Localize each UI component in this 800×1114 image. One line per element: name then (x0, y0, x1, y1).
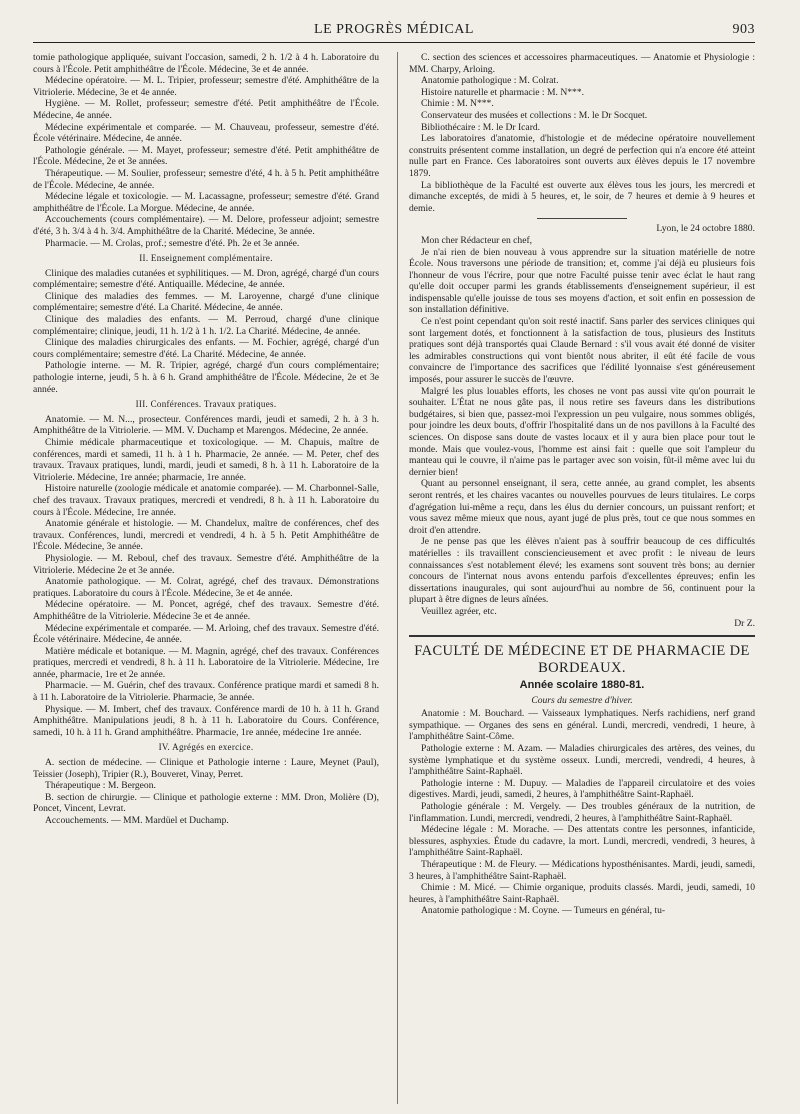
paragraph: Thérapeutique : M. Bergeon. (45, 780, 156, 792)
paragraph: Pathologie générale. — M. Mayet, professeur; semestre d'été. Petit amphithéâtre de l'École. Médecine, 2e et 3e années. (33, 144, 379, 168)
paragraph: Médecine expérimentale et comparée. — M. Chauveau, professeur, semestre d'été. École vétérinaire. Médecine, 4e année. (33, 121, 379, 145)
section-heading: II. Enseignement complémentaire. (139, 253, 273, 264)
paragraph: Médecine légale : M. Morache. — Des attentats contre les personnes, infanticide, blessures, asphyxies. Étude du cadavre, la mort. Lundi, mercredi, vendredi, 3 heures, à l'amphithéâtre Saint-Raphaël. (409, 824, 755, 859)
section-rule (537, 218, 627, 219)
paragraph: Anatomie. — M. N..., prosecteur. Conférences mardi, jeudi et samedi, 2 h. à 3 h. Amphithéâtre de la Vitriolerie. — MM. V. Duchamp et Marengos. Médecine, 2e année. (33, 413, 379, 437)
paragraph: Hygiène. — M. Rollet, professeur; semestre d'été. Petit amphithéâtre de l'École. Médecine, 4e année. (33, 98, 379, 121)
paragraph: Anatomie pathologique : M. Colrat. (421, 75, 559, 87)
paragraph: Je ne pense pas que les élèves n'aient pas à souffrir beaucoup de ces difficultés matérielles : ils travaillent consciencieusement et avec profit : le niveau de leurs connaissances s'est notablement élevé; les examens sont souvent très bons; au dernier concours de l'internat nous avons entendu parfois d'excellentes épreuves; enfin les dissertations inaugurales, qui sont aujourd'hui au nombre de 56, continuent pour la plupart à être dignes de leurs aînées. (409, 536, 755, 606)
paragraph: Médecine expérimentale et comparée. — M. Arloing, chef des travaux. Semestre d'été. École vétérinaire. Médecine, 4e année. (33, 622, 379, 646)
paragraph: Chimie médicale pharmaceutique et toxicologique. — M. Chapuis, maître de conférences, mardi et samedi, 11 h. à 1 h. Pharmacie, 2e année. — M. Peter, chef des travaux. Travaux pratiques, lundi, mardi, jeudi et samedi, 8 h. à 11 h. Laboratoire de la Vitriolerie. Médecine, 1re année; pharmacie, 1re année. (33, 437, 379, 483)
paragraph: Histoire naturelle et pharmacie : M. N***. (421, 86, 585, 98)
paragraph: Pharmacie. — M. Crolas, prof.; semestre d'été. Ph. 2e et 3e année. (45, 237, 300, 249)
paragraph: Anatomie : M. Bouchard. — Vaisseaux lymphatiques. Nerfs rachidiens, nerf grand sympathique. — Organes des sens en général. Lundi, mercredi, vendredi, 1 heure, à l'amphithéâtre Saint-Côme. (409, 708, 755, 743)
paragraph: Clinique des maladies chirurgicales des enfants. — M. Fochier, agrégé, chargé d'un cours complémentaire; semestre d'été. La Charité. Médecine, 4e année. (33, 337, 379, 360)
paragraph: Chimie : M. N***. (421, 98, 494, 110)
running-header (33, 22, 755, 43)
paragraph: Médecine opératoire. — M. Poncet, agrégé, chef des travaux. Semestre d'été. Amphithéâtre de la Vitriolerie. Médecine 3e et 4e année. (33, 599, 379, 622)
paragraph: Bibliothécaire : M. le Dr Icard. (421, 121, 541, 133)
paragraph: Les laboratoires d'anatomie, d'histologie et de médecine opératoire nouvellement construits présentent comme installation, un degré de perfection qui n'a encore été atteint nulle part en France. Ces laboratoires sont ouverts aux élèves depuis le 17 novembre 1879. (409, 133, 755, 179)
paragraph: Pathologie interne : M. Dupuy. — Maladies de l'appareil circulatoire et des voies digestives. Mardi, jeudi, samedi, 2 heures, à l'amphithéâtre Saint-Raphaël. (409, 777, 755, 801)
page-number: 903 (732, 22, 755, 37)
paragraph: Physiologie. — M. Reboul, chef des travaux. Semestre d'été. Amphithéâtre de la Vitriolerie. Médecine 2e et 3e année. (33, 552, 379, 576)
paragraph: B. section de chirurgie. — Clinique et pathologie externe : MM. Dron, Molière (D), Poncet, Vincent, Levrat. (33, 791, 379, 815)
right-column (409, 52, 755, 1107)
paragraph: Ce n'est point cependant qu'on soit resté inactif. Sans parler des services cliniques qui sont largement dotés, et fonctionnent à la satisfaction de tous, plusieurs des Instituts pratiques sont déjà transportés quai Claude Bernard : s'il vous avait été donné de visiter les admirables constructions qui vont bientôt nous abriter, il eût été facile de vous convaincre de l'importance des sacrifices que l'édilité lyonnaise s'est généreusement imposés, pour assurer le succès de l'œuvre. (409, 316, 755, 386)
paragraph: Thérapeutique. — M. Soulier, professeur; semestre d'été, 4 h. à 5 h. Petit amphithéâtre de l'École. Médecine, 4e année. (33, 167, 379, 191)
paragraph: Clinique des maladies cutanées et syphilitiques. — M. Dron, agrégé, chargé d'un cours complémentaire; semestre d'été. Antiquaille. Médecine, 4e année. (33, 267, 379, 291)
paragraph: Accouchements. — MM. Mardüel et Duchamp. (45, 815, 229, 826)
paragraph: Thérapeutique : M. de Fleury. — Médications hyposthénisantes. Mardi, jeudi, samedi, 3 heures, à l'amphithéâtre Saint-Raphaël. (409, 859, 755, 882)
article-title: FACULTÉ DE MÉDECINE ET DE PHARMACIE DE BORDEAUX. (414, 643, 750, 677)
paragraph: Accouchements (cours complémentaire). — M. Delore, professeur adjoint; semestre d'été, 3 h. 3/4 à 4 h. 3/4. Amphithéâtre de la Charité. Médecine, 3e année. (33, 214, 379, 237)
paragraph: Physique. — M. Imbert, chef des travaux. Conférence mardi de 10 h. à 11 h. Grand Amphithéâtre. Manipulations jeudi, 8 h. à 11 h. Laboratoire du Cours. Conférence, samedi, 10 h. à 11 h. Grand amphithéâtre. Pharmacie, 1re année, médecine 1re année. (33, 703, 379, 738)
paragraph: A. section de médecine. — Clinique et Pathologie interne : Laure, Meynet (Paul), Teissier (Joseph), Tripier (R.), Bouveret, Vinay, Perret. (33, 757, 379, 780)
paragraph: Veuillez agréer, etc. (421, 605, 497, 617)
paragraph: Médecine opératoire. — M. L. Tripier, professeur; semestre d'été. Amphithéâtre de la Vitriolerie. Médecine, 3e et 4e année. (33, 75, 379, 98)
paragraph: Quant au personnel enseignant, il sera, cette année, au grand complet, les absents seront rentrés, et les chaires vacantes ou nouvelles pourvues de leurs titulaires. Le corps d'agrégation lui-même a reçu, dans les élus du dernier concours, un puissant renfort; et vous savez même mieux que nous, ayant jugé de plus près, tout ce que nous sommes en droit d'en attendre. (409, 478, 755, 536)
paragraph: Mon cher Rédacteur en chef, (421, 234, 533, 246)
paragraph: Chimie : M. Micé. — Chimie organique, produits classés. Mardi, jeudi, samedi, 10 heures, à l'amphithéâtre Saint-Raphaël. (409, 882, 755, 905)
paragraph: Matière médicale et botanique. — M. Magnin, agrégé, chef des travaux. Conférences pratiques, mercredi et vendredi, 8 h. à 11 h. Laboratoire de la Vitriolerie. Médecine, 1re année, pharmacie, 1re et 2e année. (33, 645, 379, 680)
column-divider (397, 52, 398, 1104)
signature-line: Lyon, le 24 octobre 1880. (656, 223, 755, 235)
section-heading: IV. Agrégés en exercice. (158, 742, 254, 753)
paragraph: C. section des sciences et accessoires pharmaceutiques. — Anatomie et Physiologie : MM. Charpy, Arloing. (409, 52, 755, 75)
paragraph: Clinique des maladies des femmes. — M. Laroyenne, chargé d'une clinique complémentaire; semestre d'été. La Charité. Médecine, 4e année. (33, 290, 379, 314)
paragraph: Clinique des maladies des enfants. — M. Perroud, chargé d'une clinique complémentaire; clinique, jeudi, 11 h. 1/2 à 1 h. 1/2. La Charité. Médecine, 4e année. (33, 314, 379, 337)
semester-subheading: Cours du semestre d'hiver. (531, 694, 633, 706)
signature-line: Dr Z. (734, 617, 755, 629)
left-column (33, 52, 379, 1107)
section-heading: III. Conférences. Travaux pratiques. (135, 399, 277, 410)
academic-year-heading: Année scolaire 1880-81. (519, 679, 645, 692)
paragraph: Pathologie générale : M. Vergely. — Des troubles généraux de la nutrition, de l'inflammation. Lundi, mercredi, vendredi, 2 heures, à l'amphithéâtre Saint-Raphaël. (409, 801, 755, 824)
paragraph: Conservateur des musées et collections : M. le Dr Socquet. (421, 109, 648, 121)
paragraph: Médecine légale et toxicologie. — M. Lacassagne, professeur; semestre d'été. Grand amphithéâtre de l'École. La Morgue. Médecine, 4e année. (33, 191, 379, 214)
paragraph: Pathologie interne. — M. R. Tripier, agrégé, chargé d'un cours complémentaire; pathologie interne, jeudi, 5 h. à 6 h. Grand amphithéâtre de l'École. Médecine, 2e et 3e année. (33, 360, 379, 395)
paragraph: Anatomie générale et histologie. — M. Chandelux, maître de conférences, chef des travaux. Conférences, lundi, mercredi et vendredi, 4 h. à 5 h. Petit Amphithéâtre de l'École. Médecine, 3e année. (33, 518, 379, 553)
paragraph: Pharmacie. — M. Guérin, chef des travaux. Conférence pratique mardi et samedi 8 h. à 11 h. Laboratoire de la Vitriolerie. Pharmacie, 3e année. (33, 680, 379, 704)
paragraph: Je n'ai rien de bien nouveau à vous apprendre sur la situation matérielle de notre École. Nous traversons une période de transition; et, comme j'ai déjà eu plusieurs fois l'honneur de vous l'écrire, pour que notre Faculté puisse tenir avec éclat le haut rang qu'elle doit occuper parmi les grands établissements d'enseignement supérieur, il est indispensable qu'elle jouisse de tous ses moyens d'action, et soit enfin en possession de son installation définitive. (409, 246, 755, 316)
paragraph: Anatomie pathologique. — M. Colrat, agrégé, chef des travaux. Démonstrations pratiques. Laboratoire du cours à l'École. Médecine, 3e et 4e année. (33, 576, 379, 599)
article-divider (409, 635, 755, 637)
paragraph: Anatomie pathologique : M. Coyne. — Tumeurs en général, tu- (421, 905, 666, 917)
journal-title: LE PROGRÈS MÉDICAL (314, 22, 474, 37)
paragraph: tomie pathologique appliquée, suivant l'occasion, samedi, 2 h. 1/2 à 4 h. Laboratoire du cours à l'École. Petit amphithéâtre de l'École. Médecine, 3e et 4e année. (33, 52, 379, 75)
paragraph: Malgré les plus louables efforts, les choses ne vont pas aussi vite qu'on pourrait le souhaiter. L'État ne nous gâte pas, il nous retire ses faveurs dans les distributions budgétaires, si bien que, passez-moi l'expression un peu vulgaire, nous sommes obligés, pour joindre les deux bouts, d'offrir l'hospitalité dans un de nos pavillons à la Faculté des sciences. On dispose sans doute de vastes locaux et il y aura bien place pour tout le monde. Mais que voulez-vous, l'homme est ainsi fait : quelle que soit l'ampleur du manteau qui le couvre, il n'aime pas le partager avec son voisin, fût-il même avec lui du dernier bien! (409, 385, 755, 478)
paragraph: Histoire naturelle (zoologie médicale et anatomie comparée). — M. Charbonnel-Salle, chef des travaux. Travaux pratiques, mercredi et vendredi, 8 h. à 11 h. Laboratoire du cours à l'École. Médecine, 1re année. (33, 483, 379, 518)
paragraph: La bibliothèque de la Faculté est ouverte aux élèves tous les jours, les mercredi et dimanche exceptés, de midi à 5 heures, et, le soir, de 7 heures et demie à 9 heures et demie. (409, 179, 755, 214)
paragraph: Pathologie externe : M. Azam. — Maladies chirurgicales des artères, des veines, du système lymphatique et du système osseux. Lundi, mercredi, vendredi, 4 heures, à l'amphithéâtre Saint-Raphaël. (409, 743, 755, 778)
